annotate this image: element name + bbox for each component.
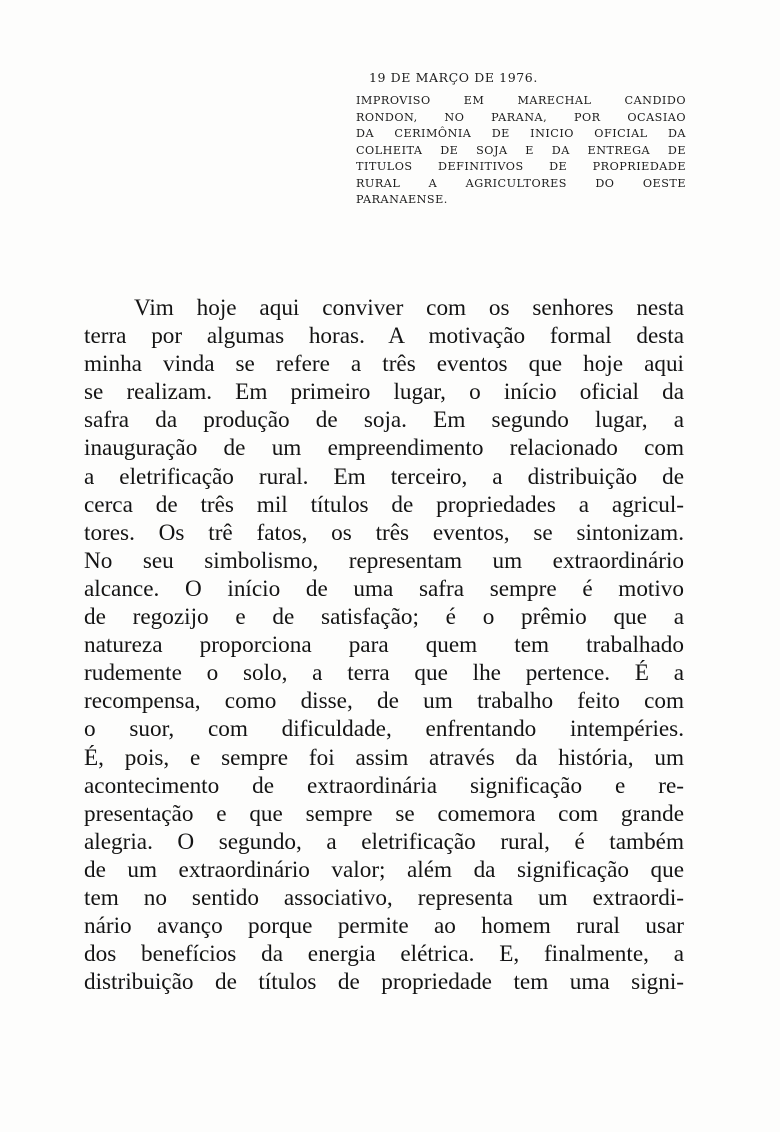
body-line: a eletrificação rural. Em terceiro, a distribuição de bbox=[84, 463, 684, 490]
body-line: se realizam. Em primeiro lugar, o início oficial da bbox=[84, 379, 684, 406]
body-line: safra da produção de soja. Em segundo lugar, a bbox=[84, 407, 684, 434]
caption-line: RONDON, NO PARANA, POR OCASIAO bbox=[356, 110, 686, 124]
body-line: tores. Os trê fatos, os três eventos, se sintonizam. bbox=[84, 519, 684, 546]
body-line: acontecimento de extraordinária significação e re- bbox=[84, 772, 684, 799]
body-line: de regozijo e de satisfação; é o prêmio que a bbox=[84, 604, 684, 631]
speech-body bbox=[84, 294, 684, 996]
body-line: alegria. O segundo, a eletrificação rural, é também bbox=[84, 828, 684, 855]
body-line: distribuição de títulos de propriedade tem uma signi- bbox=[84, 969, 684, 996]
body-line: cerca de três mil títulos de propriedades a agricul- bbox=[84, 491, 684, 518]
caption-line: RURAL A AGRICULTORES DO OESTE bbox=[356, 176, 686, 190]
body-line: natureza proporciona para quem tem trabalhado bbox=[84, 632, 684, 659]
body-line: terra por algumas horas. A motivação formal desta bbox=[84, 323, 684, 350]
body-line: tem no sentido associativo, representa um extraordi- bbox=[84, 884, 684, 911]
body-line: É, pois, e sempre foi assim através da história, um bbox=[84, 744, 684, 771]
body-line: de um extraordinário valor; além da significação que bbox=[84, 856, 684, 883]
body-line: recompensa, como disse, de um trabalho feito com bbox=[84, 688, 684, 715]
body-line: inauguração de um empreendimento relacionado com bbox=[84, 435, 684, 462]
body-line: nário avanço porque permite ao homem rural usar bbox=[84, 913, 684, 940]
caption-line: IMPROVISO EM MARECHAL CANDIDO bbox=[356, 94, 686, 107]
caption-line: COLHEITA DE SOJA E DA ENTREGA DE bbox=[356, 143, 686, 157]
body-line: No seu simbolismo, representam um extraordinário bbox=[84, 547, 684, 574]
speech-date: 19 DE MARÇO DE 1976. bbox=[369, 70, 538, 85]
caption-line: TITULOS DEFINITIVOS DE PROPRIEDADE bbox=[356, 160, 686, 173]
body-line: dos benefícios da energia elétrica. E, finalmente, a bbox=[84, 941, 684, 968]
body-line: o suor, com dificuldade, enfrentando intempéries. bbox=[84, 716, 684, 743]
speech-header bbox=[356, 70, 686, 209]
caption-line: PARANAENSE. bbox=[356, 193, 448, 206]
body-line: minha vinda se refere a três eventos que hoje aqui bbox=[84, 351, 684, 378]
body-line: presentação e que sempre se comemora com grande bbox=[84, 800, 684, 827]
body-line: alcance. O início de uma safra sempre é motivo bbox=[84, 575, 684, 602]
body-line: rudemente o solo, a terra que lhe pertence. É a bbox=[84, 660, 684, 687]
body-line: Vim hoje aqui conviver com os senhores nesta bbox=[134, 295, 684, 321]
caption-line: DA CERIMÔNIA DE INICIO OFICIAL DA bbox=[356, 127, 686, 140]
